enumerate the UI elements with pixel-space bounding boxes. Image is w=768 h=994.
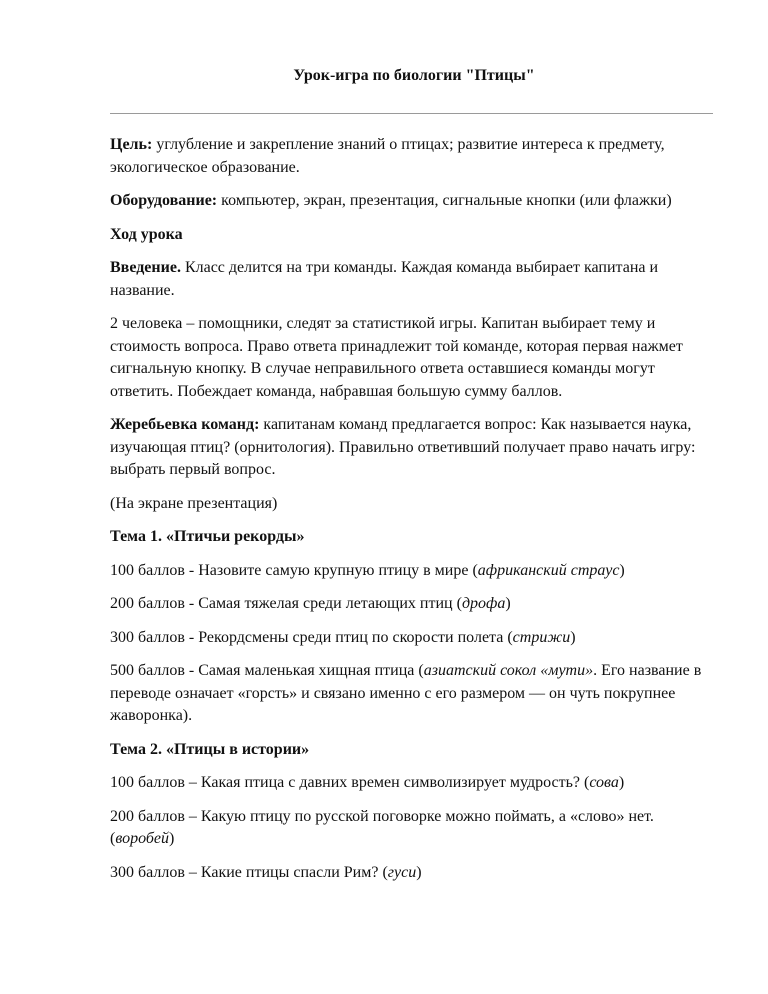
screen-note: (На экране презентация) xyxy=(110,494,278,512)
title-divider xyxy=(110,113,713,114)
answer-text: сова xyxy=(589,774,619,791)
topic2-question-200 xyxy=(110,806,710,851)
question-tail: ) xyxy=(618,774,625,791)
draw-paragraph xyxy=(110,414,710,482)
topic1-question-200 xyxy=(110,593,710,616)
question-text: 300 баллов - Рекордсмены среди птиц по скорости полета ( xyxy=(110,628,513,646)
question-tail: ) xyxy=(505,595,511,612)
question-tail: . Его название в переводе означает «горсть» и связано именно с его размером — он чуть покрупнее жаворонка). xyxy=(110,662,702,724)
draw-label: Жеребьевка команд: xyxy=(110,416,260,433)
answer-text: дрофа xyxy=(461,595,506,612)
document-body xyxy=(110,134,710,895)
goal-paragraph xyxy=(110,134,710,179)
question-text: 500 баллов - Самая маленькая хищная птица ( xyxy=(110,662,424,679)
intro-paragraph xyxy=(110,257,710,302)
answer-text: стрижи xyxy=(512,628,571,646)
question-text: 200 баллов - Самая тяжелая среди летающих птиц ( xyxy=(110,595,462,612)
question-text: 100 баллов – Какая птица с давних времен символизирует мудрость? ( xyxy=(110,774,590,791)
topic1-question-500 xyxy=(110,660,710,728)
intro-text: Класс делится на три команды. Каждая команда выбирает капитана и название. xyxy=(110,259,659,299)
topic2-question-300 xyxy=(110,862,710,885)
topic1-question-100 xyxy=(110,560,710,583)
question-text: 300 баллов – Какие птицы спасли Рим? ( xyxy=(110,863,388,881)
equipment-paragraph xyxy=(110,190,710,213)
rules-paragraph: 2 человека – помощники, следят за статистикой игры. Капитан выбирает тему и стоимость вопроса. Право ответа принадлежит той команде, которая первая нажмет сигнальную кнопку. В случае неправильного ответа оставшиеся команды могут ответить. Побеждает команда, набравшая большую сумму баллов. xyxy=(110,315,683,400)
question-tail: ) xyxy=(416,863,422,881)
question-text: 200 баллов – Какую птицу по русской поговорке можно поймать, а «слово» нет. ( xyxy=(110,807,654,847)
answer-text: азиатский сокол «мути» xyxy=(423,662,594,679)
answer-text: воробей xyxy=(115,830,169,847)
question-tail: ) xyxy=(619,561,625,579)
topic2-heading: Тема 2. «Птицы в истории» xyxy=(110,740,310,758)
goal-text: углубление и закрепление знаний о птицах; развитие интереса к предмету, экологическое образование. xyxy=(110,136,665,176)
topic2-question-100 xyxy=(110,772,710,795)
document-title: Урок-игра по биологии "Птицы" xyxy=(293,67,535,84)
draw-text: капитанам команд предлагается вопрос: Как называется наука, изучающая птиц? (орнитология). Правильно ответивший получает право начать игру: выбрать первый вопрос. xyxy=(110,416,696,478)
lesson-heading: Ход урока xyxy=(110,225,183,243)
equipment-text: компьютер, экран, презентация, сигнальные кнопки (или флажки) xyxy=(217,192,672,209)
answer-text: гуси xyxy=(387,863,417,881)
question-text: 100 баллов - Назовите самую крупную птицу в мире ( xyxy=(110,561,478,579)
equipment-label: Оборудование: xyxy=(110,192,218,209)
goal-label: Цель: xyxy=(110,136,153,153)
question-tail: ) xyxy=(169,830,175,847)
answer-text: африканский страус xyxy=(477,561,620,579)
topic1-question-300 xyxy=(110,627,710,650)
intro-label: Введение. xyxy=(110,259,181,276)
topic1-heading: Тема 1. «Птичьи рекорды» xyxy=(110,528,305,545)
question-tail: ) xyxy=(570,628,576,646)
